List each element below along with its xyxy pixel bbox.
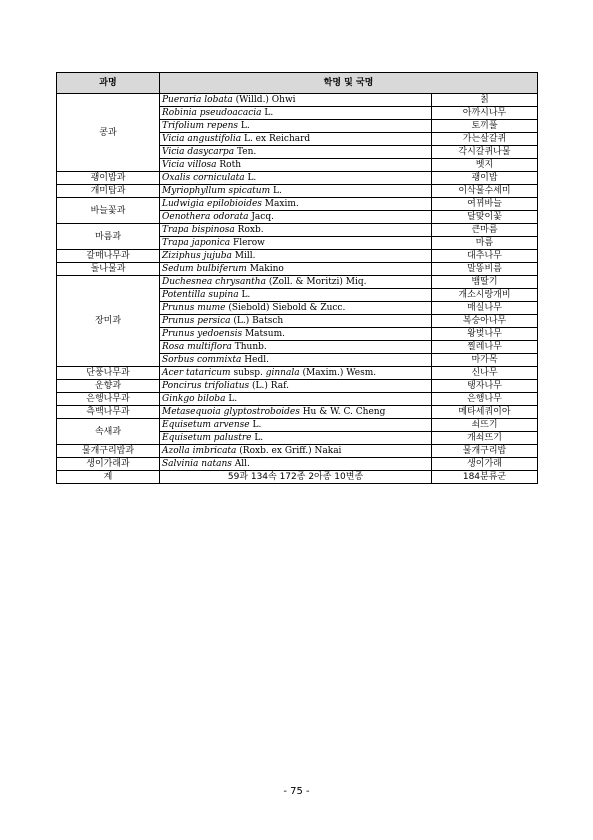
page-number: - 75 -	[283, 786, 310, 797]
author: (Zoll. & Moritzi) Miq.	[268, 277, 367, 287]
author: L.	[264, 108, 274, 118]
korean-name-cell: 가는살갈퀴	[432, 133, 538, 146]
genus: Myriophyllum	[162, 186, 226, 196]
epithet: palustre	[213, 433, 252, 443]
family-cell: 속새과	[57, 419, 160, 445]
epithet: odorata	[213, 212, 249, 222]
korean-name-cell: 토끼풀	[432, 120, 538, 133]
genus: Prunus	[162, 316, 195, 326]
infraspecific-epithet: ginnala	[265, 368, 300, 378]
infraspecific-author: (Maxim.) Wesm.	[302, 368, 377, 378]
family-cell: 생이가래과	[57, 458, 160, 471]
epithet: supina	[208, 290, 239, 300]
table-row	[57, 224, 538, 237]
epithet: corniculata	[193, 173, 245, 183]
genus: Pueraria	[162, 95, 202, 105]
korean-name-cell: 매실나무	[432, 302, 538, 315]
epithet: natans	[201, 459, 232, 469]
genus: Trapa	[162, 238, 189, 248]
table-row	[57, 406, 538, 419]
genus: Prunus	[162, 303, 195, 313]
genus: Prunus	[162, 329, 195, 339]
korean-name-cell: 큰마름	[432, 224, 538, 237]
epithet: multiflora	[187, 342, 232, 352]
table-body	[57, 94, 538, 484]
scientific-name-cell	[160, 354, 432, 367]
genus: Azolla	[162, 446, 190, 456]
genus: Oenothera	[162, 212, 211, 222]
scientific-name-cell	[160, 211, 432, 224]
author: subsp.	[233, 368, 263, 378]
author: Roxb.	[237, 225, 264, 235]
epithet: yedoensis	[197, 329, 243, 339]
korean-name-cell: 괭이밥	[432, 172, 538, 185]
family-cell: 괭이밥과	[57, 172, 160, 185]
author: (Siebold) Siebold & Zucc.	[228, 303, 346, 313]
genus: Salvinia	[162, 459, 199, 469]
species-table	[56, 72, 538, 484]
author: All.	[234, 459, 250, 469]
scientific-name-cell	[160, 380, 432, 393]
author: (L.) Raf.	[252, 381, 289, 391]
korean-name-cell: 말똥비름	[432, 263, 538, 276]
author: Maxim.	[264, 199, 299, 209]
genus: Poncirus	[162, 381, 202, 391]
total-label: 계	[57, 471, 160, 484]
epithet: bispinosa	[191, 225, 235, 235]
author: Roth	[219, 160, 241, 170]
epithet: imbricata	[192, 446, 237, 456]
scientific-name-cell	[160, 445, 432, 458]
family-cell: 물개구리밥과	[57, 445, 160, 458]
korean-name-cell: 벳지	[432, 159, 538, 172]
author: L. ex Reichard	[243, 134, 311, 144]
author: L.	[241, 290, 251, 300]
korean-name-cell: 개소시랑개비	[432, 289, 538, 302]
genus: Robinia	[162, 108, 197, 118]
header-family: 과명	[57, 73, 160, 94]
author: Hedl.	[244, 355, 269, 365]
scientific-name-cell	[160, 432, 432, 445]
genus: Vicia	[162, 160, 185, 170]
korean-name-cell: 은행나무	[432, 393, 538, 406]
author: Mill.	[234, 251, 256, 261]
genus: Vicia	[162, 147, 185, 157]
family-cell: 장미과	[57, 276, 160, 367]
genus: Ludwigia	[162, 199, 205, 209]
scientific-name-cell	[160, 328, 432, 341]
family-cell: 운향과	[57, 380, 160, 393]
epithet: glyptostroboides	[223, 407, 300, 417]
table-row	[57, 393, 538, 406]
scientific-name-cell	[160, 172, 432, 185]
genus: Sedum	[162, 264, 194, 274]
scientific-name-cell	[160, 341, 432, 354]
author: (Willd.) Ohwi	[235, 95, 296, 105]
total-count: 184분류군	[432, 471, 538, 484]
scientific-name-cell	[160, 302, 432, 315]
genus: Oxalis	[162, 173, 191, 183]
korean-name-cell: 물개구리밥	[432, 445, 538, 458]
scientific-name-cell	[160, 120, 432, 133]
scientific-name-cell	[160, 185, 432, 198]
author: Ten.	[236, 147, 257, 157]
family-cell: 바늘꽃과	[57, 198, 160, 224]
korean-name-cell: 복숭아나무	[432, 315, 538, 328]
korean-name-cell: 탱자나무	[432, 380, 538, 393]
epithet: repens	[206, 121, 239, 131]
family-cell: 측백나무과	[57, 406, 160, 419]
epithet: pseudoacacia	[199, 108, 262, 118]
korean-name-cell: 달맞이꽃	[432, 211, 538, 224]
epithet: lobata	[204, 95, 233, 105]
epithet: trifoliatus	[204, 381, 250, 391]
table-row	[57, 276, 538, 289]
total-row	[57, 471, 538, 484]
korean-name-cell: 이삭물수세미	[432, 185, 538, 198]
korean-name-cell: 개쇠뜨기	[432, 432, 538, 445]
scientific-name-cell	[160, 406, 432, 419]
table-row	[57, 380, 538, 393]
family-cell: 은행나무과	[57, 393, 160, 406]
genus: Sorbus	[162, 355, 195, 365]
epithet: jujuba	[203, 251, 232, 261]
korean-name-cell: 메타세쿼이아	[432, 406, 538, 419]
scientific-name-cell	[160, 276, 432, 289]
epithet: villosa	[187, 160, 217, 170]
author: (L.) Batsch	[233, 316, 284, 326]
table-row	[57, 198, 538, 211]
author: L.	[252, 420, 262, 430]
genus: Trifolium	[162, 121, 205, 131]
scientific-name-cell	[160, 133, 432, 146]
author: L.	[228, 394, 238, 404]
genus: Potentilla	[162, 290, 206, 300]
author: (Roxb. ex Griff.) Nakai	[239, 446, 342, 456]
korean-name-cell: 마가목	[432, 354, 538, 367]
scientific-name-cell	[160, 146, 432, 159]
family-cell: 단풍나무과	[57, 367, 160, 380]
genus: Trapa	[162, 225, 189, 235]
scientific-name-cell	[160, 289, 432, 302]
korean-name-cell: 왕벚나무	[432, 328, 538, 341]
table-row	[57, 250, 538, 263]
epithet: biloba	[197, 394, 226, 404]
table-row	[57, 263, 538, 276]
genus: Ginkgo	[162, 394, 195, 404]
epithet: tataricum	[186, 368, 231, 378]
author: L.	[240, 121, 250, 131]
table-row	[57, 458, 538, 471]
author: Thunb.	[234, 342, 267, 352]
korean-name-cell: 신나무	[432, 367, 538, 380]
author: L.	[273, 186, 282, 196]
author: L.	[247, 173, 257, 183]
scientific-name-cell	[160, 315, 432, 328]
epithet: epilobioides	[207, 199, 262, 209]
table-row	[57, 445, 538, 458]
genus: Equisetum	[162, 420, 211, 430]
author: Makino	[249, 264, 284, 274]
scientific-name-cell	[160, 458, 432, 471]
korean-name-cell: 대추나무	[432, 250, 538, 263]
korean-name-cell: 칡	[432, 94, 538, 107]
korean-name-cell: 여뀌바늘	[432, 198, 538, 211]
korean-name-cell: 마름	[432, 237, 538, 250]
author: Hu & W. C. Cheng	[302, 407, 386, 417]
genus: Acer	[162, 368, 184, 378]
total-summary: 59과 134속 172종 2아종 10변종	[160, 471, 432, 484]
family-cell: 갈매나무과	[57, 250, 160, 263]
author: Matsum.	[244, 329, 285, 339]
scientific-name-cell	[160, 367, 432, 380]
epithet: commixta	[196, 355, 242, 365]
scientific-name-cell	[160, 250, 432, 263]
table-row	[57, 172, 538, 185]
epithet: arvense	[213, 420, 250, 430]
family-cell: 콩과	[57, 94, 160, 172]
family-cell: 마름과	[57, 224, 160, 250]
genus: Rosa	[162, 342, 185, 352]
scientific-name-cell	[160, 263, 432, 276]
korean-name-cell: 찔레나무	[432, 341, 538, 354]
scientific-name-cell	[160, 198, 432, 211]
scientific-name-cell	[160, 107, 432, 120]
epithet: persica	[197, 316, 231, 326]
family-cell: 개미탑과	[57, 185, 160, 198]
epithet: chrysantha	[215, 277, 266, 287]
author: Jacq.	[251, 212, 274, 222]
korean-name-cell: 뱀딸기	[432, 276, 538, 289]
author: L.	[254, 433, 264, 443]
table-row	[57, 367, 538, 380]
genus: Equisetum	[162, 433, 211, 443]
epithet: japonica	[191, 238, 231, 248]
korean-name-cell: 각시갈퀴나물	[432, 146, 538, 159]
scientific-name-cell	[160, 159, 432, 172]
genus: Vicia	[162, 134, 185, 144]
table-row	[57, 185, 538, 198]
korean-name-cell: 쇠뜨기	[432, 419, 538, 432]
table-row	[57, 94, 538, 107]
genus: Metasequoia	[162, 407, 221, 417]
scientific-name-cell	[160, 94, 432, 107]
epithet: bulbiferum	[196, 264, 247, 274]
family-cell: 돌나물과	[57, 263, 160, 276]
korean-name-cell: 생이가래	[432, 458, 538, 471]
genus: Duchesnea	[162, 277, 213, 287]
author: Flerow	[232, 238, 265, 248]
header-name: 학명 및 국명	[160, 73, 538, 94]
scientific-name-cell	[160, 237, 432, 250]
epithet: dasycarpa	[187, 147, 235, 157]
table-row	[57, 419, 538, 432]
scientific-name-cell	[160, 224, 432, 237]
scientific-name-cell	[160, 419, 432, 432]
epithet: angustifolia	[187, 134, 242, 144]
genus: Ziziphus	[162, 251, 201, 261]
epithet: spicatum	[228, 186, 271, 196]
table-header-row	[57, 73, 538, 94]
epithet: mume	[197, 303, 226, 313]
korean-name-cell: 아까시나무	[432, 107, 538, 120]
scientific-name-cell	[160, 393, 432, 406]
